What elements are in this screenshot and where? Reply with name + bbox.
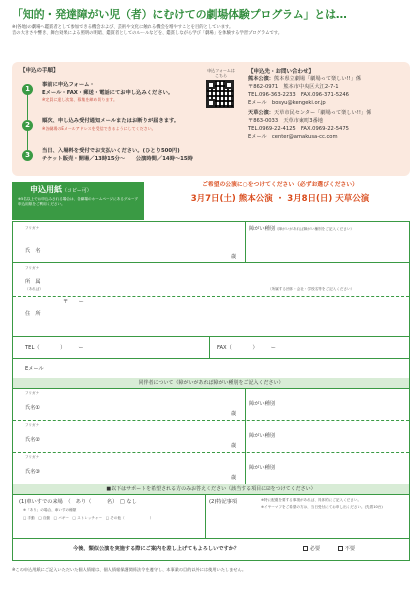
divider [209, 337, 210, 359]
age-unit: 歳 [231, 475, 237, 481]
companion-name-label: 氏名① [25, 405, 41, 411]
name-field[interactable] [63, 236, 223, 260]
step-text: 順次、申し込み受付通知メールまたはお断りが届きます。 [42, 118, 180, 124]
kumamoto-address: 〒862-0971 熊本市中央区大江2-7-1 [248, 84, 339, 91]
companion-row-2[interactable] [13, 420, 409, 452]
divider [245, 421, 246, 453]
name-label: 氏 名 [25, 248, 41, 254]
amakusa-phone: TEL.0969-22-4125 FAX.0969-22-5475 [248, 126, 349, 133]
checkbox-icon [303, 546, 308, 551]
header [12, 8, 412, 36]
companion-name-label: 氏名③ [25, 469, 41, 475]
furigana-label: フリガナ [25, 266, 40, 270]
lead-text-2: 音の大きさや響き、舞台効果による照明の明暗、鑑賞者としてのルールなどを、鑑賞しながら学び「劇場」を体験する学習プログラムです。 [12, 30, 283, 36]
qr-finder-icon [207, 99, 215, 107]
support-band: ■以下はサポートを希望される方のみお答えください（該当する項目に☑をつけてください） [13, 484, 409, 494]
companion-band: 同伴者について（障がいがあれば障がい種別をご記入ください） [13, 378, 409, 388]
lead-text-1: ※(各地)の劇場へ鑑賞者として参加できる機会および、芸術や文化に触れる機会を増やすことを目的としています。 [12, 24, 234, 30]
email-row[interactable] [13, 358, 409, 378]
performance-choice [150, 182, 410, 205]
choice-question: ご希望の公演に○をつけてください（必ずお選びください） [202, 182, 358, 188]
fax-field[interactable]: FAX（ ） ー [217, 345, 276, 351]
step-number: 1 [22, 84, 33, 95]
step-connector [27, 92, 28, 120]
procedure-heading: 【申込の手順】 [20, 68, 59, 74]
amakusa-address: 〒863-0033 天草市東町3番地 [248, 118, 323, 125]
form-header [12, 182, 410, 220]
disability-label: 障がい種別 [249, 465, 275, 471]
apply-title: 申込用紙 [30, 185, 62, 194]
step-text: 当日、入場料を受付でお支払いください。(ひとり500円) [42, 148, 180, 154]
affiliation-sub: （あれば） [25, 287, 43, 291]
affiliation-note: （所属する団体・会社・学校名等をご記入ください） [268, 287, 355, 291]
companion-row-1[interactable] [13, 388, 409, 420]
affiliation-row[interactable] [13, 262, 409, 296]
furigana-label: フリガナ [25, 226, 40, 230]
qr-finder-icon [225, 81, 233, 89]
age-unit: 歳 [231, 411, 237, 417]
disability-label: 障がい種別 [249, 226, 275, 232]
support-row [13, 494, 409, 538]
apply-copy-note: （コピー可） [62, 188, 92, 194]
checkbox-icon [338, 546, 343, 551]
furigana-label: フリガナ [25, 455, 40, 459]
address-label: 住 所 [25, 311, 41, 317]
divider [245, 222, 246, 262]
kumamoto-contact: 熊本公演：熊本県立劇場「劇場って楽しい!!」係 [248, 76, 362, 83]
age-unit: 歳 [231, 443, 237, 449]
step-text: チケット販売・開場／13時15分～ 公演時間／14時～15時 [42, 155, 193, 162]
wheelchair-types[interactable]: □ 手動 □ 自動 □ バギー □ ストレッチャー □ その他（ ） [23, 516, 154, 520]
amakusa-contact: 天草公演：天草市民センター「劇場って楽しい!!」係 [248, 110, 372, 117]
divider [245, 389, 246, 421]
tel-field[interactable]: TEL（ ） ー [25, 345, 84, 351]
phone-row [13, 336, 409, 358]
qr-caption: 申込フォームは こちら [207, 68, 235, 78]
special-note-2: ※イヤーマフをご希望の方は、当日受付にてお申し出ください。(先着10台) [261, 505, 383, 509]
info-panel [12, 62, 410, 176]
apply-banner [12, 182, 144, 220]
future-contact-row [13, 538, 409, 560]
step-number: 3 [22, 150, 33, 161]
wheelchair-sub: ※「あり」の場合、車いすの種類 [23, 508, 77, 512]
contacts-heading: 【申込先・お問い合わせ】 [248, 69, 315, 75]
no-option[interactable]: 不要 [338, 546, 355, 553]
step-note: ※各劇場のEメールアドレスを受信できるようにしてください。 [42, 125, 156, 131]
disability-label: 障がい種別 [249, 401, 275, 407]
companion-row-3[interactable] [13, 452, 409, 484]
step-text: 事前に申込フォーム・ [42, 82, 95, 88]
step-note: ※定員に達し次第、募集を締め切ります。 [42, 97, 118, 103]
divider [245, 453, 246, 485]
wheelchair-question[interactable]: (1)車いすでの来場 （ あり（ 名） □ なし [19, 499, 137, 505]
apply-note: ※5名以上でお申込みされる場合は、各劇場のホームページにあるグループ申込用紙をご利用ください。 [18, 197, 138, 206]
yes-option[interactable]: 必要 [303, 546, 320, 553]
email-label: Eメール [25, 366, 44, 372]
divider [205, 495, 206, 539]
kumamoto-phone: TEL.096-363-2233 FAX.096-371-5246 [248, 91, 349, 98]
privacy-footer: ※この申込用紙にご記入いただいた個人情報は、個人情報保護関係法令を遵守し、本事業の目的以外には使用いたしません。 [12, 567, 247, 572]
qr-finder-icon [207, 81, 215, 89]
kumamoto-email[interactable]: Eメール bosyu@kengeki.or.jp [248, 99, 326, 106]
companion-name-label: 氏名② [25, 437, 41, 443]
application-form [12, 221, 410, 561]
furigana-label: フリガナ [25, 391, 40, 395]
disability-note: （障がいがあれば障がい種別をご記入ください） [274, 227, 355, 231]
postal-label: 〒 ー [63, 299, 84, 305]
special-label: (2)特記事項 [209, 499, 238, 505]
special-note: ※特に配慮を要する事項があれば、具体的にご記入ください。 [261, 498, 362, 502]
disability-label: 障がい種別 [249, 433, 275, 439]
address-row[interactable] [13, 296, 409, 336]
qr-code-icon[interactable] [206, 80, 234, 108]
affiliation-label: 所 属 [25, 279, 41, 285]
future-contact-question: 今後、類似公演を実施する際にご案内を差し上げてもよろしいですか？ [73, 546, 240, 552]
step-text: Eメール・FAX・郵送・電話にてお申し込みください。 [42, 89, 174, 96]
step-number: 2 [22, 120, 33, 131]
amakusa-email[interactable]: Eメール center@amakusa-cc.com [248, 133, 338, 140]
contacts [248, 68, 408, 142]
performance-dates[interactable]: 3月7日(土) 熊本公演 ・ 3月8日(日) 天草公演 [190, 194, 370, 205]
age-unit: 歳 [231, 254, 237, 260]
furigana-label: フリガナ [25, 423, 40, 427]
page-title: 「知的・発達障がい児（者）にむけての劇場体験プログラム」とは… [12, 8, 347, 21]
